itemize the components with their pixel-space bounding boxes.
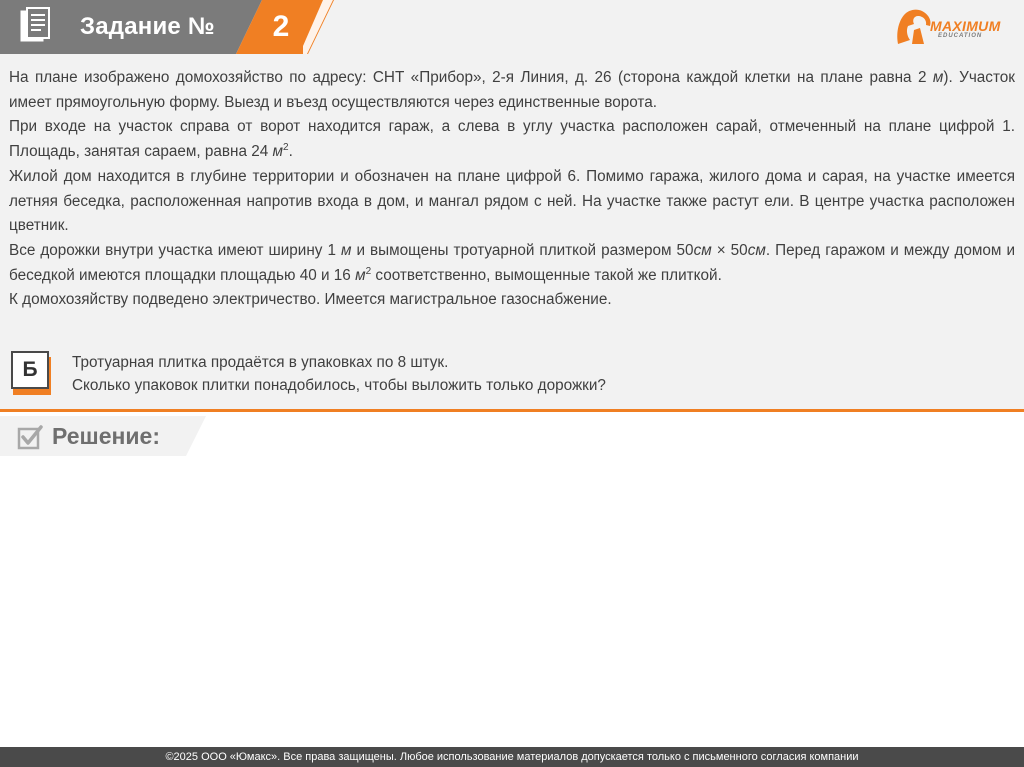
question-text	[72, 351, 972, 397]
logo-subtitle: EDUCATION	[938, 33, 983, 39]
solution-title: Решение:	[52, 423, 161, 449]
footer-copyright: ©2025 ООО «Юмакс». Все права защищены. Любое использование материалов допускается только с письменного согласия компании	[0, 747, 1024, 767]
task-paragraph-1: На плане изображено домохозяйство по адресу: СНТ «Прибор», 2-я Линия, д. 26 (сторона каждой клетки на плане равна 2 м). Участок имеет прямоугольную форму. Выезд и въезд осуществляются через единственные ворота.	[9, 69, 1015, 111]
task-paragraph-3: Жилой дом находится в глубине территории и обозначен на плане цифрой 6. Помимо гаража, жилого дома и сарая, на участке имеется летняя беседка, расположенная напротив входа в дом, и мангал рядом с ней. На участке также растут ели. В центре участка расположен цветник.	[9, 167, 1015, 235]
task-text	[9, 66, 1015, 313]
task-paragraph-4: Все дорожки внутри участка имеют ширину 1 м и вымощены тротуарной плиткой размером 50см × 50см. Перед гаражом и между домом и беседкой имеются площадки площадью 40 и 16 $м^2$ соответственно, вымощенные такой же плиткой.	[9, 241, 1016, 284]
task-paragraph-2: При входе на участок справа от ворот находится гараж, а слева в углу участка расположен сарай, отмеченный на плане цифрой 1. Площадь, занятая сараем, равна 24 $м^2$.	[9, 118, 1015, 161]
task-paragraph-5: К домохозяйству подведено электричество. Имеется магистральное газоснабжение.	[9, 291, 612, 309]
logo-name: MAXIMUM	[930, 18, 1001, 34]
checkbox-icon	[17, 424, 43, 450]
document-icon	[18, 7, 60, 47]
task-title: Задание №	[80, 13, 215, 40]
task-number: 2	[272, 10, 290, 43]
question-line-2: Сколько упаковок плитки понадобилось, чтобы выложить только дорожки?	[72, 377, 606, 394]
question-label: Б	[11, 351, 49, 389]
question-line-1: Тротуарная плитка продаётся в упаковках по 8 штук.	[72, 354, 449, 371]
